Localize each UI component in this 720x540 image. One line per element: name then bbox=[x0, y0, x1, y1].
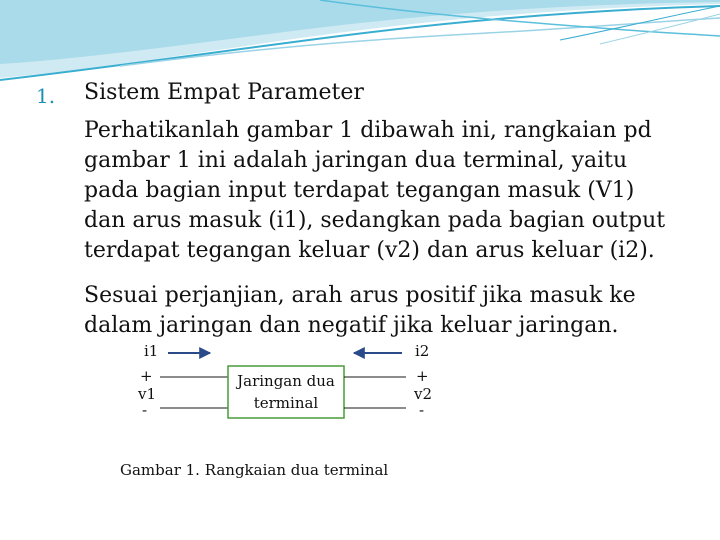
input-current-label: i1 bbox=[144, 342, 159, 360]
paragraph-2-line: Sesuai perjanjian, arah arus positif jika masuk ke bbox=[84, 283, 636, 308]
network-box-label: Jaringan dua terminal bbox=[237, 372, 335, 412]
input-plus-label: + bbox=[140, 367, 153, 385]
paragraph-1-line: dan arus masuk (i1), sedangkan pada bagian output bbox=[84, 208, 666, 233]
output-voltage-label: v2 bbox=[414, 385, 433, 403]
paragraph-1-line: pada bagian input terdapat tegangan masuk (V1) bbox=[84, 178, 635, 203]
output-minus-label: - bbox=[419, 401, 425, 419]
paragraph-1-line: terdapat tegangan keluar (v2) dan arus keluar (i2). bbox=[84, 238, 655, 263]
list-number: 1. bbox=[36, 84, 56, 108]
output-current-label: i2 bbox=[415, 342, 430, 360]
paragraph-1-line: gambar 1 ini adalah jaringan dua terminal, yaitu bbox=[84, 148, 628, 173]
output-plus-label: + bbox=[416, 367, 429, 385]
section-heading: Sistem Empat Parameter bbox=[84, 80, 364, 105]
input-voltage-label: v1 bbox=[138, 385, 157, 403]
input-minus-label: - bbox=[142, 401, 148, 419]
paragraph-2-line: dalam jaringan dan negatif jika keluar jaringan. bbox=[84, 313, 619, 338]
paragraph-1-line: Perhatikanlah gambar 1 dibawah ini, rangkaian pd bbox=[84, 118, 652, 143]
figure-caption: Gambar 1. Rangkaian dua terminal bbox=[120, 461, 389, 479]
